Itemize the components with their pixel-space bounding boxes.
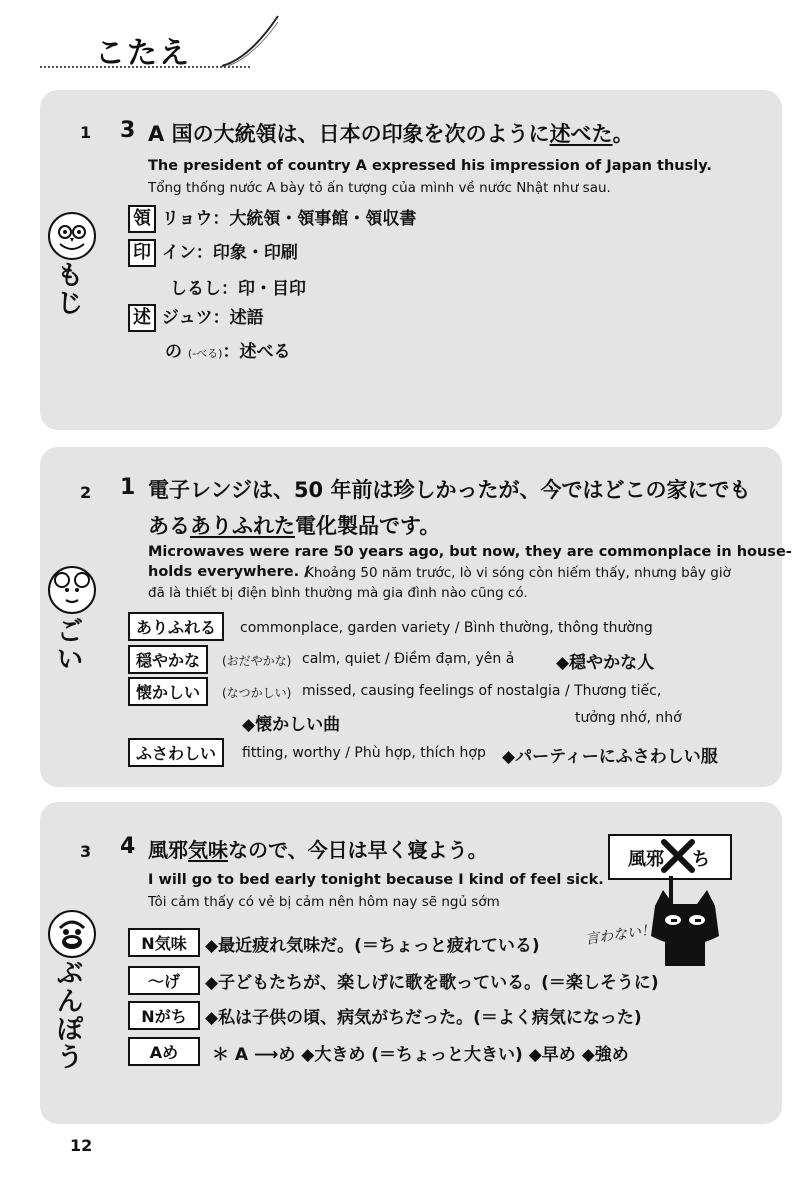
vocab-gloss-cont: tưởng nhớ, nhớ xyxy=(575,710,682,726)
page-title: こたえ xyxy=(95,36,191,71)
sign-board: 風邪 ち xyxy=(608,834,732,880)
section-label-goi: ごい xyxy=(56,617,83,675)
vocab-example: ◆懐かしい曲 xyxy=(242,715,341,735)
kanji-row: 領 リョウ：大統領・領事館・領収書 xyxy=(128,204,416,233)
vocab-gloss: calm, quiet / Điềm đạm, yên ả xyxy=(302,651,515,667)
speech-text: 言わない！ xyxy=(584,922,656,948)
grammar-example: ◆子どもたちが、楽しげに歌を歌っている。(＝楽しそうに) xyxy=(205,973,659,993)
monkey-icon xyxy=(48,910,96,958)
question-number: 2 xyxy=(80,483,92,502)
grammar-row: Aめ xyxy=(128,1037,200,1066)
vocab-row: ふさわしい xyxy=(128,738,224,767)
question-sentence-line2: あるありふれた電化製品です。 xyxy=(148,514,441,538)
owl-icon xyxy=(48,212,96,260)
question-sentence: A 国の大統領は、日本の印象を次のように述べた。 xyxy=(148,122,634,146)
english-translation: I will go to bed early tonight because I kind of feel sick. xyxy=(148,872,604,888)
section-label-moji: もじ xyxy=(56,261,83,319)
vocab-reading: (なつかしい) xyxy=(222,686,292,700)
answer-choice: 4 xyxy=(120,834,136,859)
header-swoosh-decoration xyxy=(220,12,280,68)
vietnamese-translation: Tổng thống nước A bày tỏ ấn tượng của mình về nước Nhật như sau. xyxy=(148,180,611,196)
grammar-row: N気味 xyxy=(128,928,200,957)
kanji-row: 述 ジュツ：述語 xyxy=(128,303,264,332)
vocab-row: 穏やかな xyxy=(128,645,208,674)
grammar-row: Nがち xyxy=(128,1001,200,1030)
vietnamese-translation: Tôi cảm thấy có vẻ bị cảm nên hôm nay sẽ ngủ sớm xyxy=(148,894,500,910)
question-number: 1 xyxy=(80,123,92,142)
vocab-row: ありふれる xyxy=(128,612,224,641)
vocab-reading: (おだやかな) xyxy=(222,654,292,668)
vietnamese-translation-line1: Khoảng 50 năm trước, lò vi sóng còn hiếm thấy, nhưng bây giờ xyxy=(305,565,731,581)
question-number: 3 xyxy=(80,842,92,861)
english-translation-line2: holds everywhere. / xyxy=(148,564,310,580)
vocab-example: ◆パーティーにふさわしい服 xyxy=(502,747,718,767)
grammar-example: ＊ A ⟶め ◆大きめ (＝ちょっと大きい) ◆早め ◆強め xyxy=(212,1045,629,1065)
section-label-bunpou: ぶんぽう xyxy=(56,959,83,1073)
vietnamese-translation-line2: đã là thiết bị điện bình thường mà gia đình nào cũng có. xyxy=(148,585,528,601)
kanji-row: しるし：印・目印 xyxy=(170,279,306,299)
answer-choice: 3 xyxy=(120,118,136,143)
kanji-row: 印 イン：印象・印刷 xyxy=(128,238,298,267)
answer-choice: 1 xyxy=(120,475,136,500)
kanji-row: の (-べる)：述べる xyxy=(165,342,291,362)
vocab-gloss: fitting, worthy / Phù hợp, thích hợp xyxy=(242,745,486,761)
header-divider xyxy=(40,66,250,68)
vocab-gloss: commonplace, garden variety / Bình thường, thông thường xyxy=(240,620,653,636)
mouse-icon xyxy=(48,566,96,614)
english-translation: The president of country A expressed his impression of Japan thusly. xyxy=(148,158,712,174)
cross-mark-icon xyxy=(660,838,696,874)
grammar-row: 〜げ xyxy=(128,966,200,995)
grammar-example: ◆私は子供の頃、病気がちだった。(＝よく病気になった) xyxy=(205,1008,642,1028)
page-number: 12 xyxy=(70,1136,93,1155)
question-sentence-line1: 電子レンジは、50 年前は珍しかったが、今ではどこの家にでも xyxy=(148,478,751,502)
vocab-gloss: missed, causing feelings of nostalgia / Thương tiếc, xyxy=(302,683,662,699)
vocab-row: 懐かしい xyxy=(128,677,208,706)
english-translation-line1: Microwaves were rare 50 years ago, but now, they are commonplace in house- xyxy=(148,544,792,560)
grammar-example: ◆最近疲れ気味だ。(＝ちょっと疲れている) xyxy=(205,936,540,956)
vocab-example: ◆穏やかな人 xyxy=(556,653,655,673)
question-sentence: 風邪気味なので、今日は早く寝よう。 xyxy=(148,838,488,862)
